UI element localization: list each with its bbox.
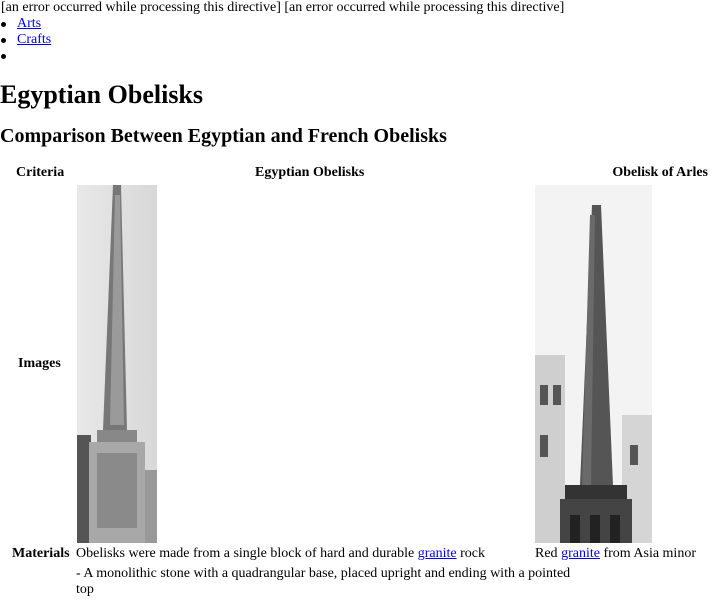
granite-link[interactable]: granite (561, 546, 600, 561)
egyptian-obelisk-image (77, 185, 157, 543)
header-arles: Obelisk of Arles (612, 165, 708, 180)
text: from Asia minor (599, 546, 696, 561)
text: rock (456, 546, 485, 561)
bullet-icon (1, 22, 6, 27)
nav-item-arts (0, 16, 100, 32)
nav-link-crafts[interactable]: Crafts (17, 32, 52, 47)
egyptian-materials-text (76, 546, 485, 562)
bullet-icon (1, 38, 6, 43)
nav-item-empty (0, 48, 100, 64)
granite-link[interactable]: granite (417, 546, 457, 561)
egyptian-materials-line2: - A monolithic stone with a quadrangular base, placed upright and ending with a pointed (76, 566, 571, 581)
text: Obelisks were made from a single block of hard and durable (76, 546, 418, 561)
row-label-materials: Materials (12, 546, 70, 561)
nav-link-arts[interactable]: Arts (17, 16, 42, 31)
egyptian-materials-line3: top (76, 582, 94, 597)
ssi-error-text: [an error occurred while processing this directive] [an error occurred while processing this directive] (1, 0, 565, 15)
nav-item-crafts (0, 32, 100, 48)
row-label-images: Images (18, 356, 61, 371)
bullet-icon (1, 54, 6, 59)
header-criteria: Criteria (16, 165, 65, 180)
arles-materials-text (535, 546, 696, 562)
header-egyptian: Egyptian Obelisks (255, 165, 365, 180)
page-title: Egyptian Obelisks (0, 80, 204, 109)
arles-obelisk-image (535, 185, 652, 543)
page-subtitle: Comparison Between Egyptian and French Obelisks (0, 125, 447, 147)
text: Red (535, 546, 562, 561)
